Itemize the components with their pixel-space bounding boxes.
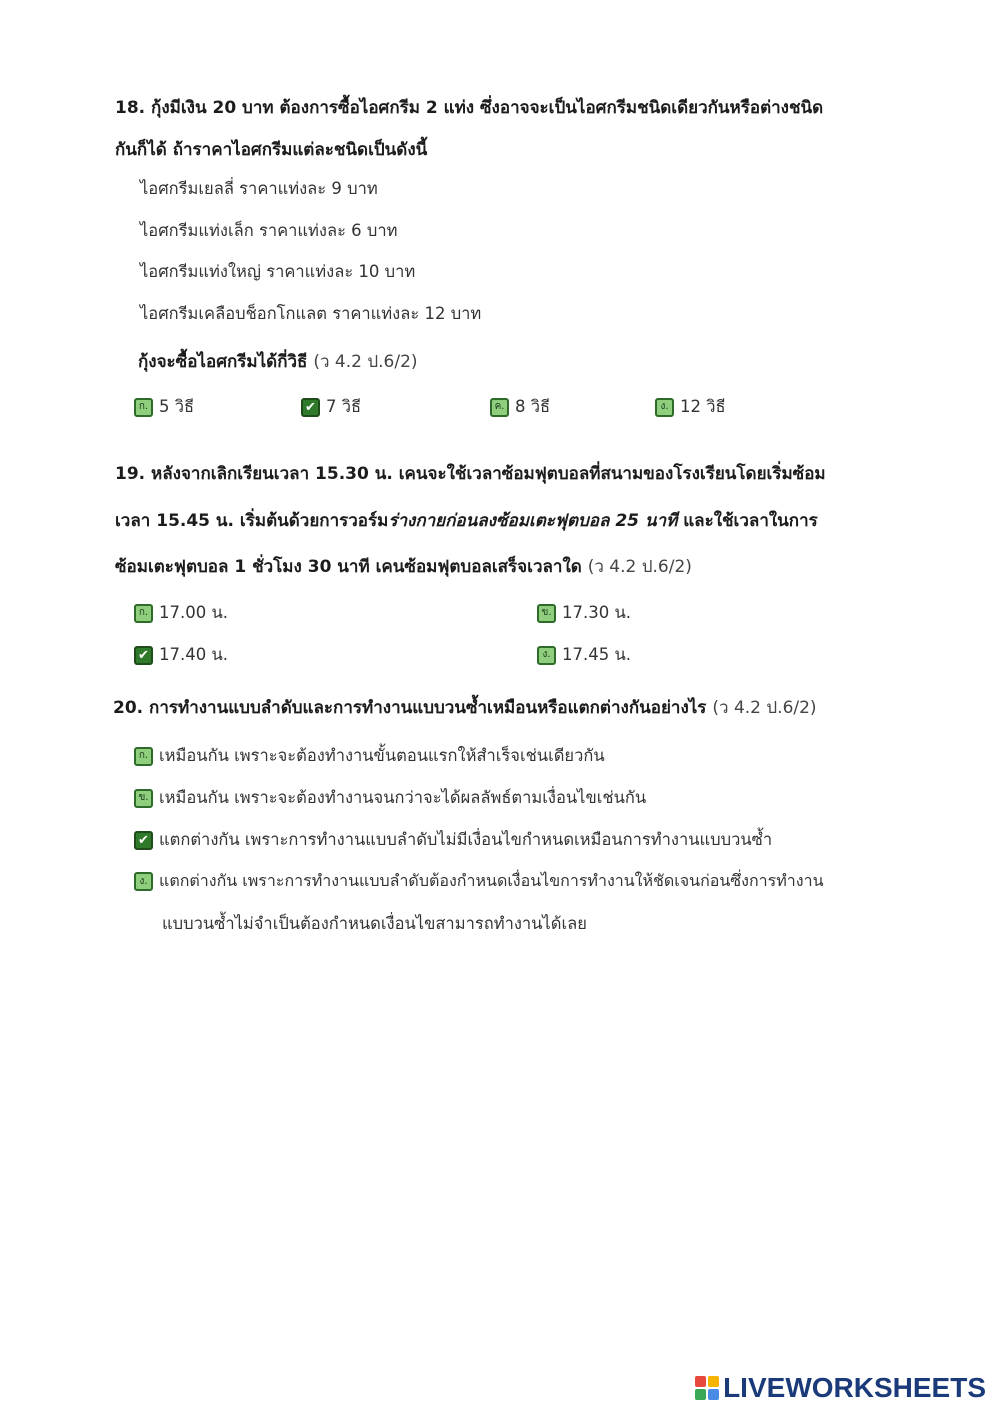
option-text: 7 วิธี: [326, 397, 362, 416]
option-text: 17.00 น.: [159, 603, 229, 622]
q18-item-2: ไอศกรีมแท่งเล็ก ราคาแท่งละ 6 บาท: [140, 221, 398, 240]
option-box[interactable]: ก.: [134, 604, 153, 623]
option-text: 12 วิธี: [680, 397, 726, 416]
logo-mark-icon: [695, 1376, 719, 1400]
option-text: 17.40 น.: [159, 645, 229, 664]
q18-item-3: ไอศกรีมแท่งใหญ่ ราคาแท่งละ 10 บาท: [140, 262, 416, 281]
q18-line-1: 18. กุ้งมีเงิน 20 บาท ต้องการซื้อไอศกรีม 2 แท่ง ซึ่งอาจจะเป็นไอศกรีมชนิดเดียวกันหรือต่างชนิด: [115, 98, 824, 118]
q19-option-c[interactable]: [134, 642, 228, 668]
q19-line-2c: และใช้เวลาในการ: [677, 511, 818, 531]
option-box[interactable]: ค.: [490, 398, 509, 417]
q20-option-c[interactable]: [134, 827, 772, 853]
q18-ref: (ว 4.2 ป.6/2): [313, 352, 418, 372]
checkmark-icon[interactable]: ✔: [134, 831, 153, 850]
logo-square-4: [708, 1389, 719, 1400]
q19-option-a[interactable]: [134, 600, 228, 626]
q20-option-b[interactable]: [134, 785, 646, 811]
logo-square-3: [695, 1389, 706, 1400]
liveworksheets-logo: [695, 1372, 986, 1404]
option-text: 5 วิธี: [159, 397, 195, 416]
q19-line-2b: ร่างกายก่อนลงซ้อมเตะฟุตบอล 25 นาที: [388, 511, 678, 531]
option-text: 8 วิธี: [515, 397, 551, 416]
q19-option-d[interactable]: [537, 642, 631, 668]
checkmark-icon[interactable]: ✔: [301, 398, 320, 417]
q20-ref: (ว 4.2 ป.6/2): [712, 698, 817, 718]
q18-option-b[interactable]: [301, 394, 361, 420]
option-box[interactable]: ง.: [537, 646, 556, 665]
q19-option-b[interactable]: [537, 600, 631, 626]
option-text: แตกต่างกัน เพราะการทำงานแบบลำดับต้องกำหนดเงื่อนไขการทำงานให้ชัดเจนก่อนซึ่งการทำงาน: [159, 871, 824, 890]
option-text: เหมือนกัน เพราะจะต้องทำงานจนกว่าจะได้ผลลัพธ์ตามเงื่อนไขเช่นกัน: [159, 788, 647, 807]
logo-text: LIVEWORKSHEETS: [723, 1372, 986, 1403]
option-text: เหมือนกัน เพราะจะต้องทำงานขั้นตอนแรกให้สำเร็จเช่นเดียวกัน: [159, 746, 605, 765]
q20-option-d-continued: แบบวนซ้ำไม่จำเป็นต้องกำหนดเงื่อนไขสามารถทำงานได้เลย: [162, 914, 587, 933]
q18-line-2: กันก็ได้ ถ้าราคาไอศกรีมแต่ละชนิดเป็นดังนี้: [115, 140, 428, 160]
q18-option-a[interactable]: [134, 394, 194, 420]
logo-square-2: [708, 1376, 719, 1387]
q18-option-d[interactable]: [655, 394, 726, 420]
option-box[interactable]: ก.: [134, 747, 153, 766]
q19-line-3-text: ซ้อมเตะฟุตบอล 1 ชั่วโมง 30 นาที เคนซ้อมฟุตบอลเสร็จเวลาใด: [115, 557, 582, 577]
q19-line-3: [115, 553, 692, 580]
logo-square-1: [695, 1376, 706, 1387]
q19-line-1: 19. หลังจากเลิกเรียนเวลา 15.30 น. เคนจะใช้เวลาซ้อมฟุตบอลที่สนามของโรงเรียนโดยเริ่มซ้อม: [115, 464, 826, 484]
q20-option-a[interactable]: [134, 743, 605, 769]
q20-option-d[interactable]: [134, 869, 824, 894]
option-box[interactable]: ก.: [134, 398, 153, 417]
q18-item-4: ไอศกรีมเคลือบช็อกโกแลต ราคาแท่งละ 12 บาท: [140, 304, 482, 323]
option-text: 17.30 น.: [562, 603, 632, 622]
checkmark-icon[interactable]: ✔: [134, 646, 153, 665]
q18-prompt: [138, 348, 418, 375]
option-box[interactable]: ง.: [134, 872, 153, 891]
option-box[interactable]: ง.: [655, 398, 674, 417]
option-box[interactable]: ข.: [134, 789, 153, 808]
q19-line-2a: เวลา 15.45 น. เริ่มต้นด้วยการวอร์ม: [115, 511, 389, 531]
q20-line-1-text: 20. การทำงานแบบลำดับและการทำงานแบบวนซ้ำเหมือนหรือแตกต่างกันอย่างไร: [113, 698, 707, 718]
q19-line-2: [115, 507, 818, 534]
q18-item-1: ไอศกรีมเยลลี่ ราคาแท่งละ 9 บาท: [140, 179, 378, 198]
q18-prompt-text: กุ้งจะซื้อไอศกรีมได้กี่วิธี: [138, 352, 308, 372]
option-text: แตกต่างกัน เพราะการทำงานแบบลำดับไม่มีเงื่อนไขกำหนดเหมือนการทำงานแบบวนซ้ำ: [159, 830, 773, 849]
option-text: 17.45 น.: [562, 645, 632, 664]
option-box[interactable]: ข.: [537, 604, 556, 623]
q18-option-c[interactable]: [490, 394, 550, 420]
q20-line-1: [113, 694, 817, 721]
q19-ref: (ว 4.2 ป.6/2): [587, 557, 692, 577]
